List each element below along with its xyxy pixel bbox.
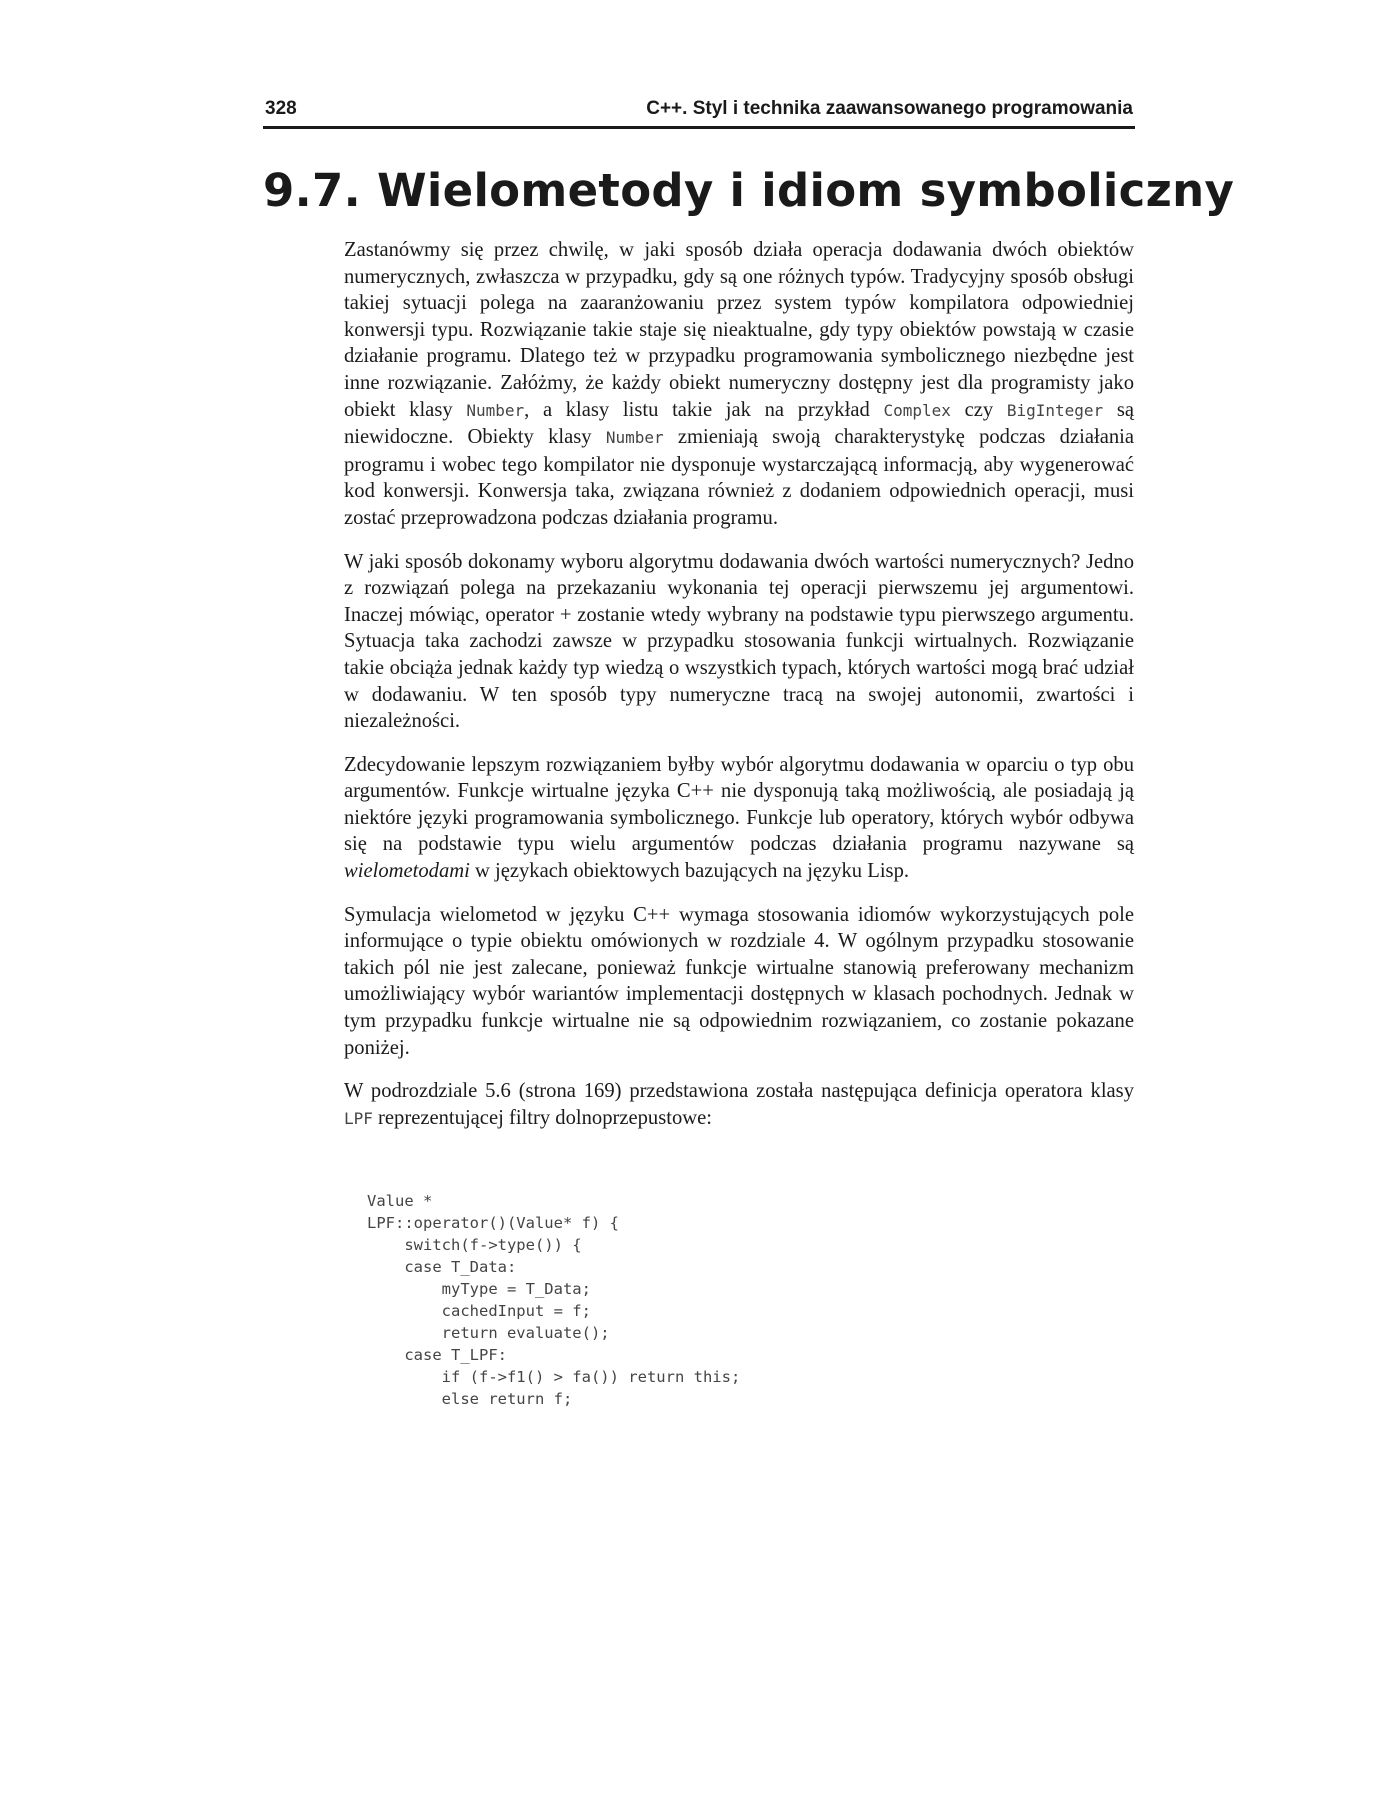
code-line: cachedInput = f; xyxy=(367,1302,591,1320)
inline-code: LPF xyxy=(344,1108,373,1128)
code-line: case T_LPF: xyxy=(367,1346,507,1364)
text-run: reprezentującej filtry dolnoprzepustowe: xyxy=(372,1106,712,1129)
text-run: Zastanówmy się przez chwilę, w jaki sposób działa operacja dodawania dwóch obiektów numerycznych, zwłaszcza w przypadku, gdy są one różnych typów. Tradycyjny sposób obsługi takiej sytuacji polega na zaaranżowaniu przez system typów kompilatora odpowiedniej konwersji typu. Rozwiązanie takie staje się nieaktualne, gdy typy obiektów powstają w czasie działanie programu. Dlatego też w przypadku programowania symbolicznego niezbędne jest inne rozwiązanie. Załóżmy, że każdy obiekt numeryczny dostępny jest dla programisty jako obiekt klasy xyxy=(344,239,1134,421)
paragraph-5 xyxy=(344,1078,1134,1132)
paragraph-2: W jaki sposób dokonamy wyboru algorytmu dodawania dwóch wartości numerycznych? Jedno z rozwiązań polega na przekazaniu wykonania tej operacji pierwszemu jej argumentowi. Inaczej mówiąc, operator + zostanie wtedy wybrany na podstawie typu pierwszego argumentu. Sytuacja taka zachodzi zawsze w przypadku stosowania funkcji wirtualnych. Rozwiązanie takie obciąża jednak każdy typ wiedzą o wszystkich typach, których wartości mogą brać udział w dodawaniu. W ten sposób typy numeryczne tracą na swojej autonomii, zwartości i niezależności. xyxy=(344,550,1134,733)
code-line: LPF::operator()(Value* f) { xyxy=(367,1214,619,1232)
page-number: 328 xyxy=(265,98,297,119)
code-line: if (f->f1() > fa()) return this; xyxy=(367,1368,741,1386)
text-run: są niewidoczne. Obiekty klasy xyxy=(344,398,1134,449)
code-line: myType = T_Data; xyxy=(367,1280,591,1298)
code-line: Value * xyxy=(367,1192,433,1210)
running-title: C++. Styl i technika zaawansowanego programowania xyxy=(646,98,1133,119)
code-line: case T_Data: xyxy=(367,1258,517,1276)
body-text xyxy=(344,237,1134,1149)
text-run: czy xyxy=(950,398,1007,421)
text-run: Zdecydowanie lepszym rozwiązaniem byłby wybór algorytmu dodawania w oparciu o typ obu argumentów. Funkcje wirtualne języka C++ nie dysponują taką możliwością, ale posiadają ją niektóre języki programowania symbolicznego. Funkcje lub operatory, których wybór odbywa się na podstawie typu wielu argumentów podczas działania programu nazywane są xyxy=(344,753,1134,856)
code-listing xyxy=(367,1190,1067,1410)
paragraph-1 xyxy=(344,237,1134,532)
text-run: , a klasy listu takie jak na przykład xyxy=(524,398,884,421)
emphasis-term: wielometodami xyxy=(344,860,470,883)
code-line: return evaluate(); xyxy=(367,1324,610,1342)
running-header xyxy=(263,96,1135,129)
text-run: zmieniają swoją charakterystykę podczas działania programu i wobec tego kompilator nie dysponuje wystarczającą informacją, aby wygenerować kod konwersji. Konwersja taka, związana również z dodaniem odpowiednich operacji, musi zostać przeprowadzona podczas działania programu. xyxy=(344,426,1134,529)
paragraph-3 xyxy=(344,752,1134,885)
inline-code: BigInteger xyxy=(1006,400,1104,420)
inline-code: Number xyxy=(466,400,525,420)
text-run: W podrozdziale 5.6 (strona 169) przedstawiona została następująca definicja operatora klasy xyxy=(344,1080,1134,1103)
code-line: switch(f->type()) { xyxy=(367,1236,582,1254)
inline-code: Complex xyxy=(883,400,951,420)
code-line: else return f; xyxy=(367,1390,573,1408)
section-title: 9.7. Wielometody i idiom symboliczny xyxy=(263,164,1235,217)
paragraph-4: Symulacja wielometod w języku C++ wymaga stosowania idiomów wykorzystujących pole informujące o typie obiektu omówionych w rozdziale 4. W ogólnym przypadku stosowanie takich pól nie jest zalecane, ponieważ funkcje wirtualne stanowią preferowany mechanizm umożliwiający wybór wariantów implementacji dostępnych w klasach pochodnych. Jednak w tym przypadku funkcje wirtualne nie są odpowiednim rozwiązaniem, co zostanie pokazane poniżej. xyxy=(344,903,1134,1059)
text-run: w językach obiektowych bazujących na języku Lisp. xyxy=(469,860,910,883)
inline-code: Number xyxy=(605,428,664,448)
